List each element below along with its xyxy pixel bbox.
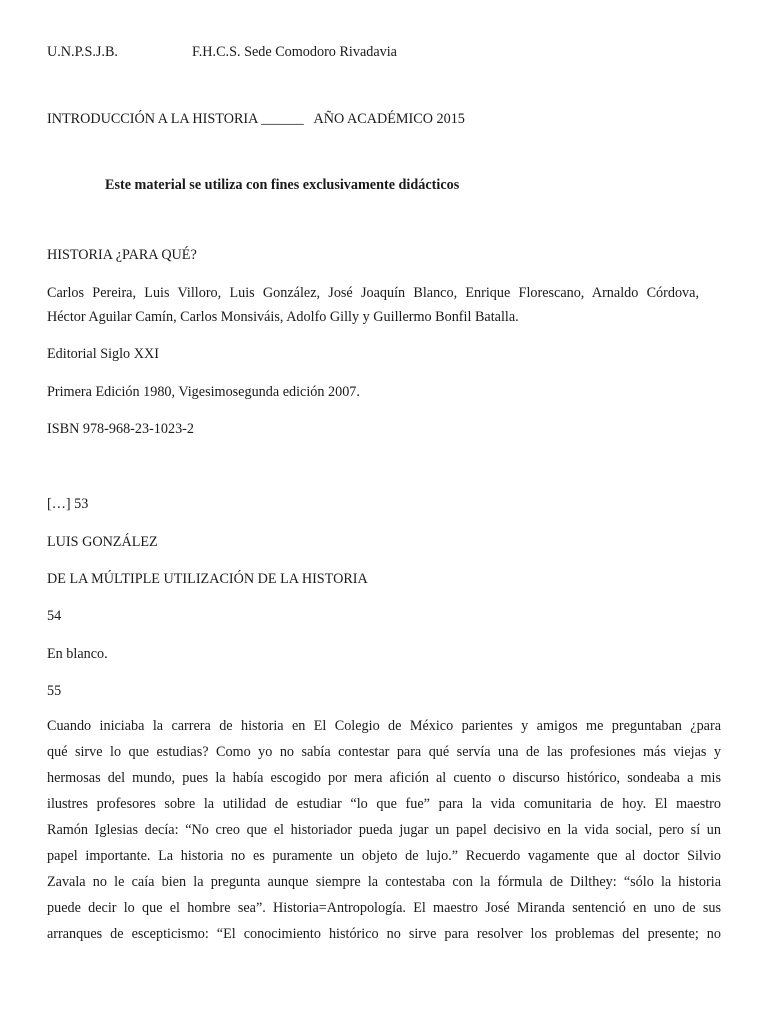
paragraph-line: hermosas del mundo, pues la había escogido por mera afición al cuento o discurso histórico, sondeaba a mis: [47, 770, 721, 786]
chapter-title: DE LA MÚLTIPLE UTILIZACIÓN DE LA HISTORIA: [47, 571, 368, 587]
authors-line-1: Carlos Pereira, Luis Villoro, Luis González, José Joaquín Blanco, Enrique Florescano, Arnaldo Córdova,: [47, 285, 699, 301]
course-line: INTRODUCCIÓN A LA HISTORIA ______ AÑO ACADÉMICO 2015: [47, 111, 465, 127]
body-paragraph: [47, 713, 721, 947]
paragraph-line: Zavala no le caía bien la pregunta aunque siempre la contestaba con la fórmula de Dilthey: “sólo la historia: [47, 874, 721, 890]
paragraph-line: papel importante. La historia no es puramente un objeto de lujo.” Recuerdo vagamente que al doctor Silvio: [47, 848, 721, 864]
paragraph-line: puede decir lo que el hombre sea”. Historia=Antropología. El maestro José Miranda sentenció en uno de sus: [47, 900, 721, 916]
blank-note: En blanco.: [47, 646, 108, 662]
excerpt-author: LUIS GONZÁLEZ: [47, 534, 158, 550]
paragraph-line: ilustres profesores sobre la utilidad de estudiar “lo que fue” para la vida comunitaria de hoy. El maestro: [47, 796, 721, 812]
isbn: ISBN 978-968-23-1023-2: [47, 421, 194, 437]
faculty-line: F.H.C.S. Sede Comodoro Rivadavia: [192, 44, 397, 60]
paragraph-line: qué sirve lo que estudias? Como yo no sabía contestar para qué servía una de las profesiones más viejas y: [47, 744, 721, 760]
book-title: HISTORIA ¿PARA QUÉ?: [47, 247, 197, 263]
excerpt-marker: […] 53: [47, 496, 89, 512]
university-abbrev: U.N.P.S.J.B.: [47, 44, 118, 60]
paragraph-line: arranques de escepticismo: “El conocimiento histórico no sirve para resolver los problemas del presente; no: [47, 926, 721, 942]
page-number-54: 54: [47, 608, 62, 624]
edition: Primera Edición 1980, Vigesimosegunda edición 2007.: [47, 384, 360, 400]
paragraph-line: Ramón Iglesias decía: “No creo que el historiador pueda jugar un papel decisivo en la vida social, pero sí un: [47, 822, 721, 838]
didactic-notice: Este material se utiliza con fines exclusivamente didácticos: [105, 177, 460, 193]
authors-line-2: Héctor Aguilar Camín, Carlos Monsiváis, Adolfo Gilly y Guillermo Bonfil Batalla.: [47, 309, 519, 325]
paragraph-line: Cuando iniciaba la carrera de historia en El Colegio de México parientes y amigos me preguntaban ¿para: [47, 718, 721, 734]
publisher: Editorial Siglo XXI: [47, 346, 159, 362]
page-number-55: 55: [47, 683, 62, 699]
